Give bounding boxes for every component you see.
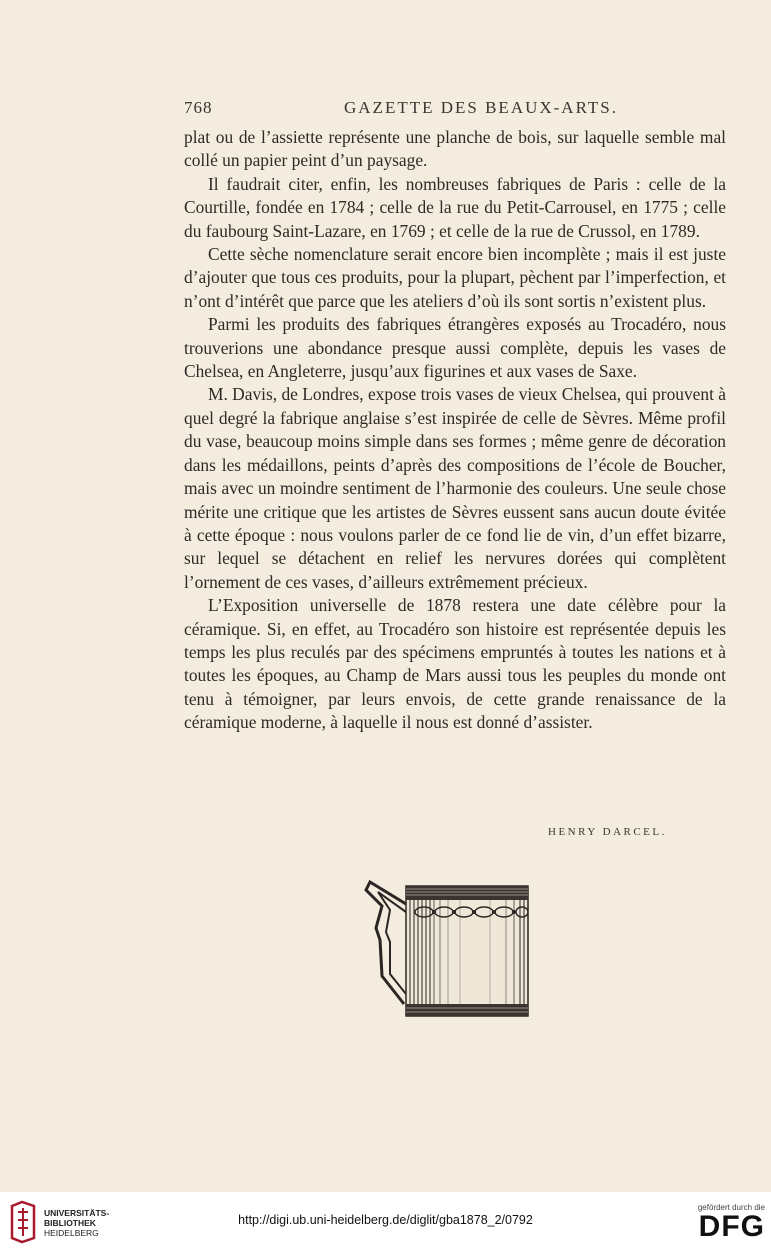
dfg-logo: DFG xyxy=(698,1210,765,1243)
library-line: UNIVERSITÄTS- xyxy=(44,1208,110,1218)
funded-by-label: gefördert durch die xyxy=(697,1203,765,1212)
journal-title: GAZETTE DES BEAUX-ARTS. xyxy=(344,98,618,117)
library-line: HEIDELBERG xyxy=(44,1228,99,1238)
engraved-cup-illustration xyxy=(360,876,535,1021)
article-body xyxy=(184,126,726,735)
author-signature: HENRY DARCEL. xyxy=(548,826,667,838)
dfg-credit xyxy=(685,1203,765,1242)
paragraph: Cette sèche nomenclature serait encore bien incomplète ; mais il est juste d’ajouter que tous ces produits, pour la plupart, pèchent par l’imperfection, et n’ont d’intérêt que parce que les ateliers d’où ils sont sortis n’existent plus. xyxy=(184,244,726,311)
paragraph: plat ou de l’assiette représente une planche de bois, sur laquelle semble mal collé un papier peint d’un paysage. xyxy=(184,127,726,171)
paragraph: Il faudrait citer, enfin, les nombreuses fabriques de Paris : celle de la Courtille, fondée en 1784 ; celle de la rue du Petit-Carrousel, en 1775 ; celle du faubourg Saint-Lazare, en 1769 ; et celle de la rue de Crussol, en 1789. xyxy=(184,173,726,241)
paragraph: M. Davis, de Londres, expose trois vases de vieux Chelsea, qui prouvent à quel degré la fabrique anglaise s’est inspirée de celle de Sèvres. Même profil du vase, beaucoup moins simple dans ses formes ; même genre de décoration dans les médaillons, peints d’après des compositions de l’école de Boucher, mais avec un moindre sentiment de l’harmonie des couleurs. Une seule chose mérite une critique que les artistes de Sèvres eussent sans aucun doute évitée à cette époque : nous voulons parler de ce fond lie de vin, d’un effet bizarre, sur lequel se détachent en relief les nervures dorées qui complètent l’ornement de ces vases, d’ailleurs extrêmement précieux. xyxy=(184,384,726,592)
paragraph: L’Exposition universelle de 1878 restera une date célèbre pour la céramique. Si, en effet, au Trocadéro son histoire est représentée depuis les temps les plus reculés par des spécimens empruntés à toutes les nations et à toutes les époques, au Champ de Mars aussi tous les peuples du monde ont tenu à témoigner, par leurs envois, de cette grande renaissance de la céramique moderne, à laquelle il nous est donné d’assister. xyxy=(184,595,726,733)
page-number: 768 xyxy=(184,98,213,117)
library-line: BIBLIOTHEK xyxy=(44,1218,96,1228)
permalink-url[interactable]: http://digi.ub.uni-heidelberg.de/diglit/gba1878_2/0792 xyxy=(238,1213,533,1227)
paragraph: Parmi les produits des fabriques étrangères exposés au Trocadéro, nous trouverions une abondance presque aussi complète, depuis les vases de Chelsea, en Angleterre, jusqu’aux figurines et aux vases de Saxe. xyxy=(184,314,726,382)
